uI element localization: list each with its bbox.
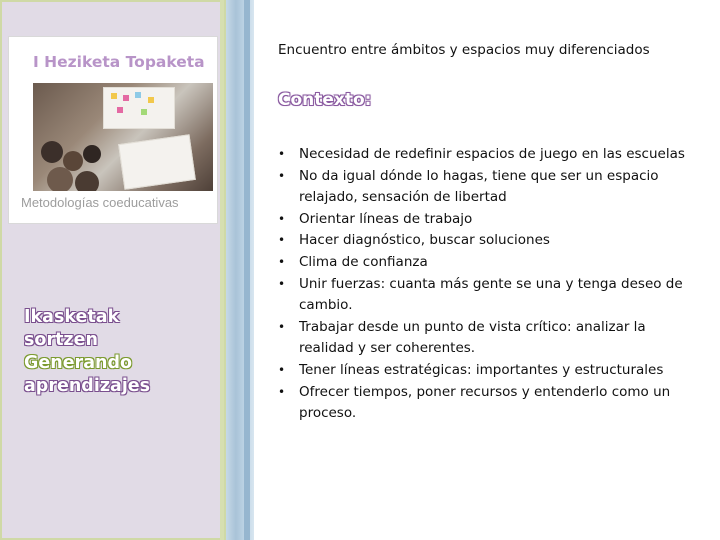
bullet-item: • Tener líneas estratégicas: importantes y estructurales <box>278 360 698 382</box>
context-bullet-list <box>278 144 698 425</box>
card-title: I Heziketa Topaketa <box>33 53 205 71</box>
heading-line: Generando <box>24 353 133 373</box>
photo-person <box>83 145 101 163</box>
bullet-item: • Orientar líneas de trabajo <box>278 209 698 231</box>
bullet-item: • Necesidad de redefinir espacios de juego en las escuelas <box>278 144 698 166</box>
photo-person <box>41 141 63 163</box>
sidebar-border-line <box>220 0 224 540</box>
card-subtitle: Metodologías coeducativas <box>21 195 179 210</box>
workshop-photo <box>33 83 213 191</box>
photo-sticky-note <box>135 92 141 98</box>
photo-person <box>47 167 73 191</box>
photo-sticky-note <box>117 107 123 113</box>
bullet-item: • No da igual dónde lo hagas, tiene que ser un espacio relajado, sensación de libertad <box>278 166 698 209</box>
sidebar-heading <box>24 306 220 398</box>
event-logo-card <box>8 36 218 224</box>
bullet-item: • Hacer diagnóstico, buscar soluciones <box>278 230 698 252</box>
photo-sticky-note <box>148 97 154 103</box>
section-heading: Contexto: <box>278 90 372 110</box>
bullet-item: • Ofrecer tiempos, poner recursos y entenderlo como un proceso. <box>278 382 698 425</box>
bullet-item: • Trabajar desde un punto de vista crítico: analizar la realidad y ser coherentes. <box>278 317 698 360</box>
heading-line: aprendizajes <box>24 376 151 396</box>
photo-paper-sheet <box>118 134 196 190</box>
photo-sticky-note <box>141 109 147 115</box>
bullet-item: • Unir fuerzas: cuanta más gente se una y tenga deseo de cambio. <box>278 274 698 317</box>
photo-person <box>75 171 99 191</box>
photo-sticky-note <box>111 93 117 99</box>
page-subtitle: Encuentro entre ámbitos y espacios muy diferenciados <box>278 42 650 58</box>
heading-line: Ikasketak <box>24 307 120 327</box>
bullet-item: • Clima de confianza <box>278 252 698 274</box>
heading-line: sortzen <box>24 330 98 350</box>
divider-stripe <box>244 0 250 540</box>
photo-sticky-note <box>123 95 129 101</box>
